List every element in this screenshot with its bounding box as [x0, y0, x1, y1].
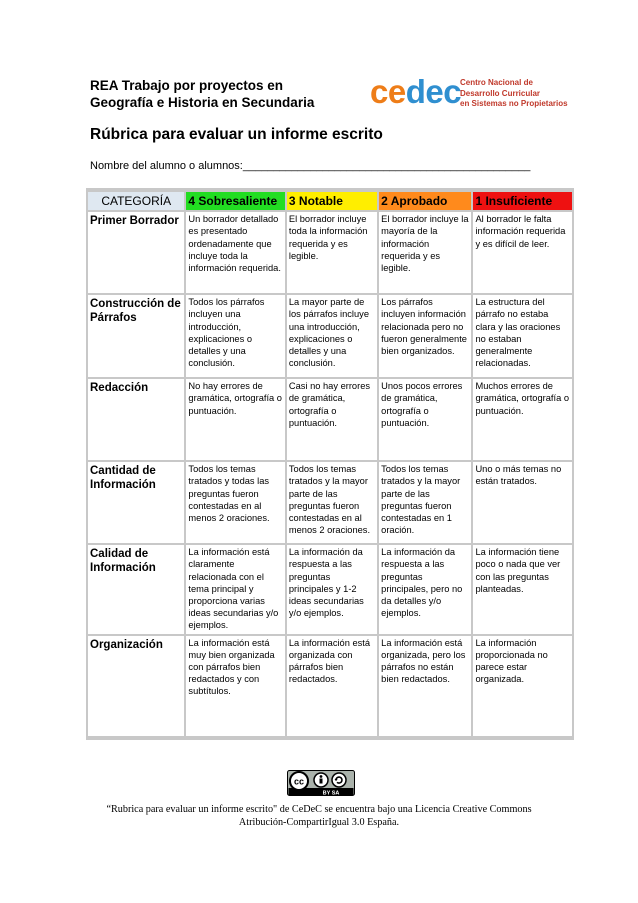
cedec-logo-sub-line2: Desarrollo Curricular: [460, 88, 541, 98]
table-row: [88, 636, 572, 736]
cell-level-3: La mayor parte de los párrafos incluye una introducción, explicaciones o detalles y una conclusión.: [287, 295, 377, 377]
cell-level-3: La información está organizada con párrafos bien redactados.: [287, 636, 377, 736]
row-category: Redacción: [88, 379, 184, 460]
header-title-line1: REA Trabajo por proyectos en: [90, 78, 284, 93]
cell-level-4: Todos los párrafos incluyen una introducción, explicaciones o detalles y una conclusión.: [186, 295, 284, 377]
cell-level-2: Todos los temas tratados y la mayor parte de las preguntas fueron contestadas en 1 oración.: [379, 462, 471, 543]
cedec-logo-word-part2: dec: [405, 73, 462, 110]
header-level-3: 3 Notable: [287, 192, 377, 210]
row-category: Construcción de Párrafos: [88, 295, 184, 377]
creative-commons-badge: [287, 770, 355, 796]
cell-level-2: El borrador incluye la mayoría de la información requerida y es legible.: [379, 212, 471, 293]
cell-level-1: La información tiene poco o nada que ver con las preguntas planteadas.: [473, 545, 572, 633]
cell-level-4: No hay errores de gramática, ortografía o puntuación.: [186, 379, 284, 460]
license-footer: [60, 803, 578, 829]
table-row: [88, 212, 572, 293]
cell-level-3: Todos los temas tratados y la mayor parte de las preguntas fueron contestadas en al menos 2 oraciones.: [287, 462, 377, 543]
table-row: [88, 462, 572, 543]
svg-text:cc: cc: [293, 776, 305, 787]
table-row: [88, 545, 572, 633]
cell-level-4: Un borrador detallado es presentado ordenadamente que incluye toda la información requerida.: [186, 212, 284, 293]
cedec-logo-subtitle: [460, 78, 568, 110]
cell-level-1: La información proporcionada no parece estar organizada.: [473, 636, 572, 736]
student-name-field: Nombre del alumno o alumnos:_______________________________________________: [90, 160, 531, 172]
cell-level-1: Uno o más temas no están tratados.: [473, 462, 572, 543]
license-line2: Atribución-CompartirIgual 3.0 España.: [238, 817, 400, 828]
row-category: Cantidad de Información: [88, 462, 184, 543]
cell-level-2: La información está organizada, pero los párrafos no están bien redactados.: [379, 636, 471, 736]
cell-level-2: La información da respuesta a las preguntas principales, pero no da detalles y/o ejemplos.: [379, 545, 471, 633]
header-level-4: 4 Sobresaliente: [186, 192, 284, 210]
cell-level-1: Muchos errores de gramática, ortografía o puntuación.: [473, 379, 572, 460]
cell-level-2: Los párrafos incluyen información relacionada pero no fueron generalmente bien organizados.: [379, 295, 471, 377]
row-category: Organización: [88, 636, 184, 736]
cell-level-2: Unos pocos errores de gramática, ortografía o puntuación.: [379, 379, 471, 460]
cedec-logo: [370, 73, 570, 112]
rubric-table: [86, 190, 574, 738]
rubric-title: Rúbrica para evaluar un informe escrito: [90, 126, 383, 143]
cedec-logo-sub-line1: Centro Nacional de: [460, 78, 533, 87]
cell-level-4: La información está claramente relacionada con el tema principal y proporciona varias ideas secundarias y/o ejemplos.: [186, 545, 284, 633]
cedec-logo-word-part1: ce: [370, 73, 406, 110]
header-level-2: 2 Aprobado: [379, 192, 471, 210]
cell-level-3: Casi no hay errores de gramática, ortografía o puntuación.: [287, 379, 377, 460]
table-row: [88, 379, 572, 460]
cc-badge-label: BY SA: [322, 790, 340, 796]
license-line1: “Rubrica para evaluar un informe escrito" de CeDeC se encuentra bajo una Licencia Creative Commons: [106, 804, 532, 815]
cell-level-3: El borrador incluye toda la información requerida y es legible.: [287, 212, 377, 293]
cedec-logo-sub-line3: en Sistemas no Propietarios: [460, 99, 568, 108]
row-category: Calidad de Información: [88, 545, 184, 633]
cell-level-3: La información da respuesta a las preguntas principales y 1-2 ideas secundarias y/o ejemplos.: [287, 545, 377, 633]
rubric-table-container: [86, 188, 574, 740]
row-category: Primer Borrador: [88, 212, 184, 293]
header-category: CATEGORÍA: [88, 192, 184, 210]
document-header: [90, 77, 314, 111]
table-row: [88, 295, 572, 377]
cell-level-1: La estructura del párrafo no estaba clara y las oraciones no estaban generalmente relacionadas.: [473, 295, 572, 377]
cedec-logo-word: [370, 74, 461, 110]
header-level-1: 1 Insuficiente: [473, 192, 572, 210]
cell-level-4: Todos los temas tratados y todas las preguntas fueron contestadas en al menos 2 oraciones.: [186, 462, 284, 543]
header-title-line2: Geografía e Historia en Secundaria: [90, 95, 315, 110]
cc-by-sa-icon: [287, 770, 355, 796]
rubric-header-row: [88, 192, 572, 210]
cell-level-4: La información está muy bien organizada con párrafos bien redactados y con subtítulos.: [186, 636, 284, 736]
cell-level-1: Al borrador le falta información requerida y es difícil de leer.: [473, 212, 572, 293]
